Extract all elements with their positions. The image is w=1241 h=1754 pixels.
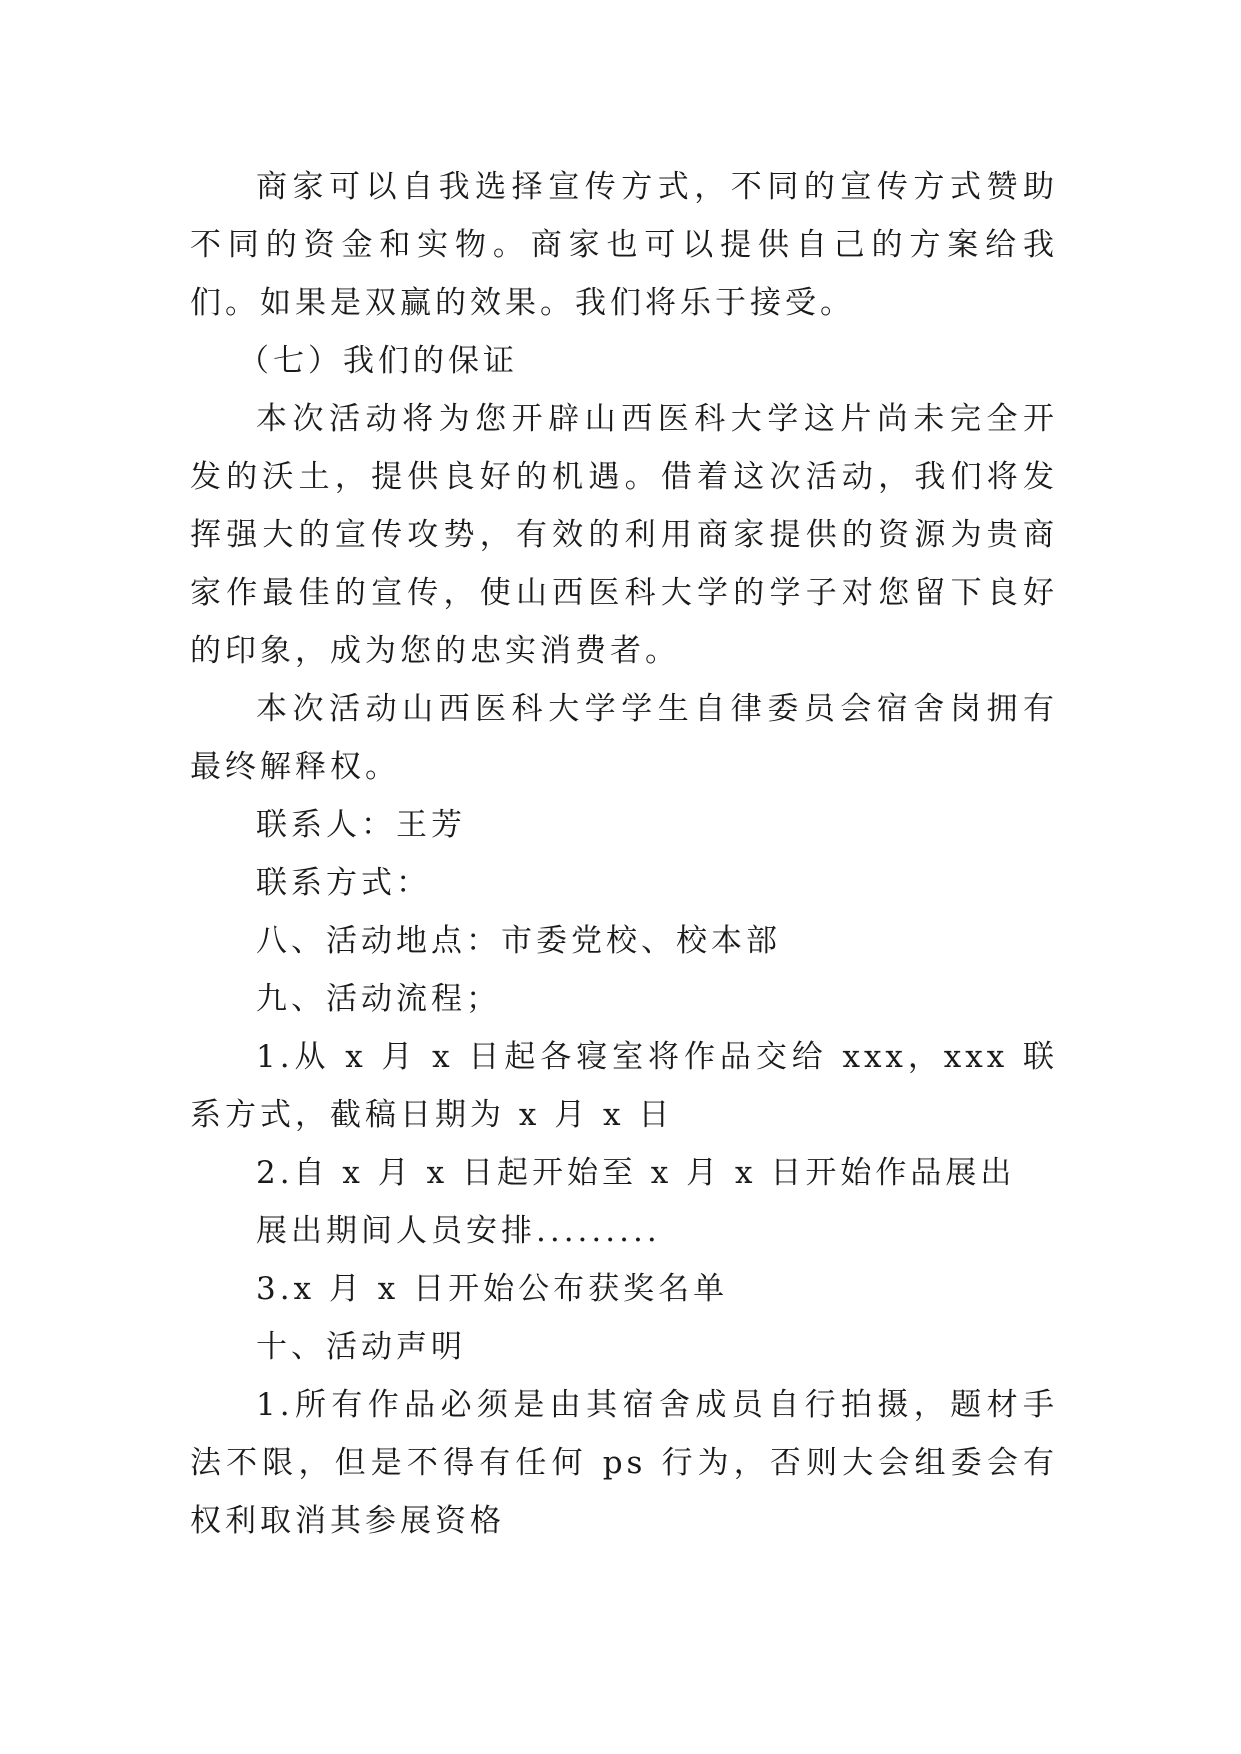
document-page [190,158,1058,1550]
process-step-3: 3.x 月 x 日开始公布获奖名单 [256,1271,729,1307]
section-heading-process: 九、活动流程； [256,981,501,1017]
process-step-2: 2.自 x 月 x 日起开始至 x 月 x 日开始作品展出 [256,1155,1016,1191]
paragraph-interpretation-right: 本次活动山西医科大学学生自律委员会宿舍岗拥有最终解释权。 [190,691,1058,785]
paragraph-sponsorship-options: 商家可以自我选择宣传方式，不同的宣传方式赞助不同的资金和实物。商家也可以提供自己的方案给我们。如果是双赢的效果。我们将乐于接受。 [190,169,1058,321]
paragraph-guarantee: 本次活动将为您开辟山西医科大学这片尚未完全开发的沃土，提供良好的机遇。借着这次活动，我们将发挥强大的宣传攻势，有效的利用商家提供的资源为贵商家作最佳的宣传，使山西医科大学的学子对您留下良好的印象，成为您的忠实消费者。 [190,401,1058,669]
process-staffing: 展出期间人员安排......... [256,1213,661,1249]
section-heading-statement: 十、活动声明 [256,1329,466,1365]
process-step-1: 1.从 x 月 x 日起各寝室将作品交给 xxx，xxx 联系方式，截稿日期为 x 月 x 日 [190,1039,1058,1133]
contact-method: 联系方式： [256,865,431,901]
section-heading-guarantee: （七）我们的保证 [238,343,518,379]
section-heading-location: 八、活动地点：市委党校、校本部 [256,923,781,959]
contact-person: 联系人：王芳 [256,807,466,843]
statement-item-1: 1.所有作品必须是由其宿舍成员自行拍摄，题材手法不限，但是不得有任何 ps 行为，否则大会组委会有权利取消其参展资格 [190,1387,1058,1539]
